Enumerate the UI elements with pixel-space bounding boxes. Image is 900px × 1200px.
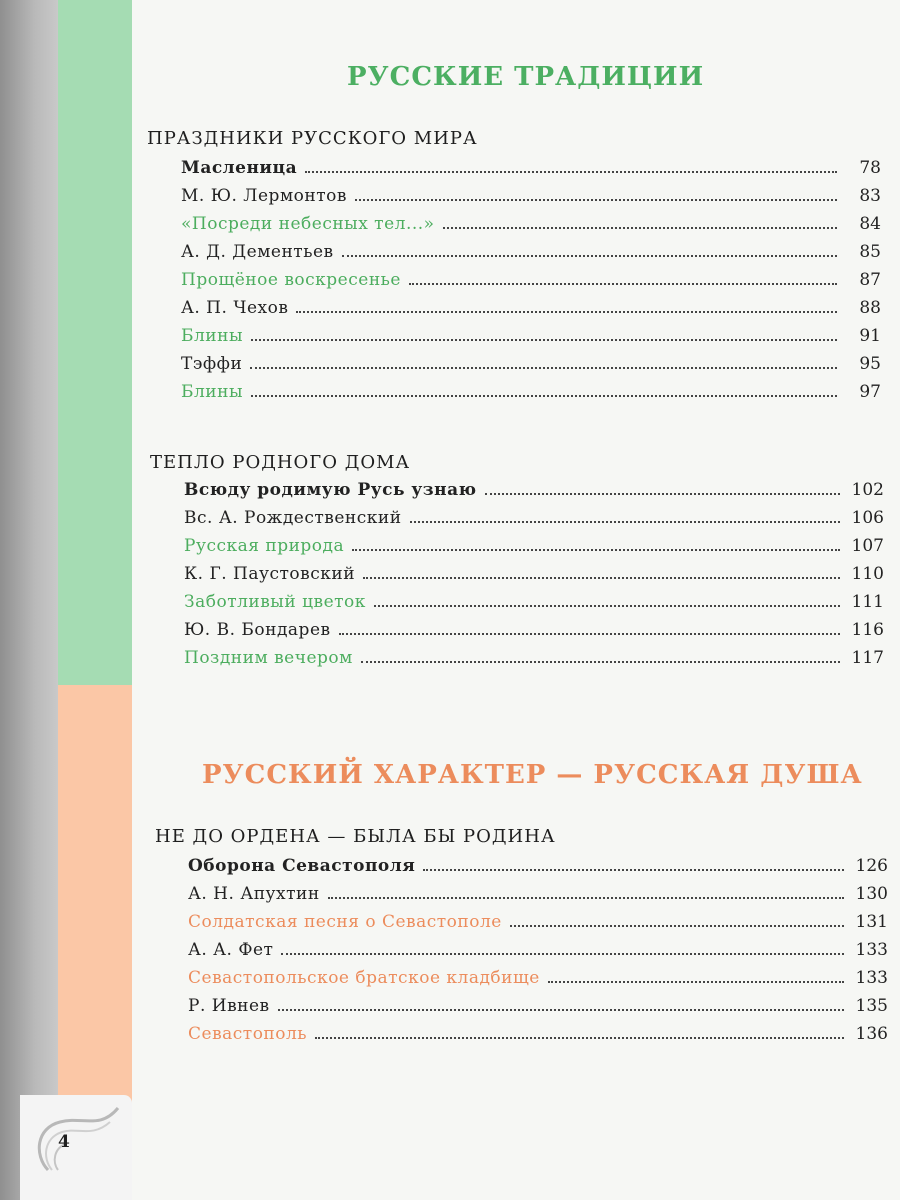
toc-entry-page: 117 <box>851 648 884 668</box>
toc-entry-title: Солдатская песня о Севастополе <box>188 912 502 932</box>
toc-entry[interactable] <box>181 186 881 212</box>
toc-leader-dots <box>339 633 840 635</box>
toc-entry-title: Блины <box>181 382 243 402</box>
toc-entry[interactable] <box>188 912 888 938</box>
toc-leader-dots <box>485 493 840 495</box>
toc-entry[interactable] <box>181 298 881 324</box>
toc-entry-title: М. Ю. Лермонтов <box>181 186 347 206</box>
toc-entry-page: 133 <box>855 940 888 960</box>
toc-entry[interactable] <box>181 354 881 380</box>
toc-entry[interactable] <box>181 214 881 240</box>
toc-entry[interactable] <box>184 620 884 646</box>
toc-entry-title: Севастополь <box>188 1024 308 1044</box>
toc-entry-title: «Посреди небесных тел...» <box>181 214 435 234</box>
toc-entry-page: 130 <box>855 884 888 904</box>
toc-entry[interactable] <box>188 996 888 1022</box>
toc-entry[interactable] <box>181 382 881 408</box>
toc-entry-page: 91 <box>859 326 881 346</box>
toc-leader-dots <box>342 255 837 257</box>
toc-entry[interactable] <box>184 508 884 534</box>
toc-entry-page: 111 <box>851 592 884 612</box>
toc-leader-dots <box>278 1009 844 1011</box>
toc-entry-page: 85 <box>859 242 881 262</box>
toc-entry-title: Оборона Севастополя <box>188 856 416 876</box>
toc-leader-dots <box>410 521 840 523</box>
toc-entry[interactable] <box>181 326 881 352</box>
toc-entry[interactable] <box>188 968 888 994</box>
toc-entry-title: К. Г. Паустовский <box>184 564 356 584</box>
toc-leader-dots <box>443 227 837 229</box>
toc-entry[interactable] <box>181 158 881 184</box>
toc-entry-page: 136 <box>855 1024 888 1044</box>
toc-entry-page: 106 <box>851 508 884 528</box>
toc-leader-dots <box>296 311 837 313</box>
toc-entry-title: Блины <box>181 326 243 346</box>
toc-leader-dots <box>510 925 844 927</box>
toc-entry-page: 102 <box>851 480 884 500</box>
toc-leader-dots <box>548 981 844 983</box>
page-gutter <box>0 0 58 1200</box>
toc-entry[interactable] <box>188 884 888 910</box>
page-number: 4 <box>58 1132 70 1152</box>
toc-entry[interactable] <box>181 242 881 268</box>
toc-entry-title: А. А. Фет <box>188 940 274 960</box>
toc-entry[interactable] <box>188 1024 888 1050</box>
toc-entry[interactable] <box>188 940 888 966</box>
toc-entry-title: Вс. А. Рождественский <box>184 508 402 528</box>
toc-entry[interactable] <box>184 536 884 562</box>
toc-entry-page: 116 <box>851 620 884 640</box>
toc-entry-title: Масленица <box>181 158 298 178</box>
toc-leader-dots <box>251 339 837 341</box>
toc-entry-page: 88 <box>859 298 881 318</box>
toc-entry-page: 83 <box>859 186 881 206</box>
toc-entry-title: А. Д. Дементьев <box>181 242 334 262</box>
toc-entry-title: Севастопольское братское кладбище <box>188 968 540 988</box>
section-heading: РУССКИЙ ХАРАКТЕР — РУССКАЯ ДУША <box>202 760 863 790</box>
toc-entry-title: Прощёное воскресенье <box>181 270 401 290</box>
toc-leader-dots <box>315 1037 844 1039</box>
toc-entry[interactable] <box>184 648 884 674</box>
toc-entry[interactable] <box>188 856 888 882</box>
toc-entry-page: 97 <box>859 382 881 402</box>
toc-leader-dots <box>305 171 837 173</box>
toc-entry-page: 84 <box>859 214 881 234</box>
toc-entry-page: 87 <box>859 270 881 290</box>
toc-leader-dots <box>363 577 840 579</box>
toc-entry-title: Р. Ивнев <box>188 996 270 1016</box>
section-color-band-green <box>58 0 132 685</box>
toc-entry-title: Тэффи <box>181 354 243 374</box>
subsection-heading: ПРАЗДНИКИ РУССКОГО МИРА <box>147 128 478 149</box>
toc-entry-page: 135 <box>855 996 888 1016</box>
toc-entry-page: 95 <box>859 354 881 374</box>
toc-leader-dots <box>423 869 844 871</box>
toc-entry-title: Всюду родимую Русь узнаю <box>184 480 477 500</box>
toc-leader-dots <box>409 283 837 285</box>
page-ornament-icon <box>30 1100 125 1175</box>
toc-leader-dots <box>251 395 837 397</box>
toc-entry-title: Поздним вечером <box>184 648 353 668</box>
toc-entry-page: 131 <box>855 912 888 932</box>
subsection-heading: ТЕПЛО РОДНОГО ДОМА <box>150 452 411 473</box>
toc-entry-page: 110 <box>851 564 884 584</box>
toc-entry-title: А. Н. Апухтин <box>188 884 320 904</box>
section-heading: РУССКИЕ ТРАДИЦИИ <box>347 62 705 92</box>
toc-entry-title: Заботливый цветок <box>184 592 366 612</box>
toc-entry-page: 78 <box>859 158 881 178</box>
toc-entry-page: 126 <box>855 856 888 876</box>
toc-entry[interactable] <box>184 564 884 590</box>
toc-entry-title: А. П. Чехов <box>181 298 289 318</box>
subsection-heading: НЕ ДО ОРДЕНА — БЫЛА БЫ РОДИНА <box>155 826 556 847</box>
toc-entry-title: Русская природа <box>184 536 345 556</box>
toc-leader-dots <box>355 199 837 201</box>
toc-entry[interactable] <box>184 592 884 618</box>
toc-entry-title: Ю. В. Бондарев <box>184 620 331 640</box>
toc-leader-dots <box>250 367 837 369</box>
toc-leader-dots <box>328 897 844 899</box>
toc-leader-dots <box>281 953 844 955</box>
toc-entry[interactable] <box>184 480 884 506</box>
toc-entry[interactable] <box>181 270 881 296</box>
toc-entry-page: 133 <box>855 968 888 988</box>
toc-leader-dots <box>374 605 840 607</box>
toc-leader-dots <box>352 549 840 551</box>
toc-leader-dots <box>361 661 840 663</box>
toc-entry-page: 107 <box>851 536 884 556</box>
